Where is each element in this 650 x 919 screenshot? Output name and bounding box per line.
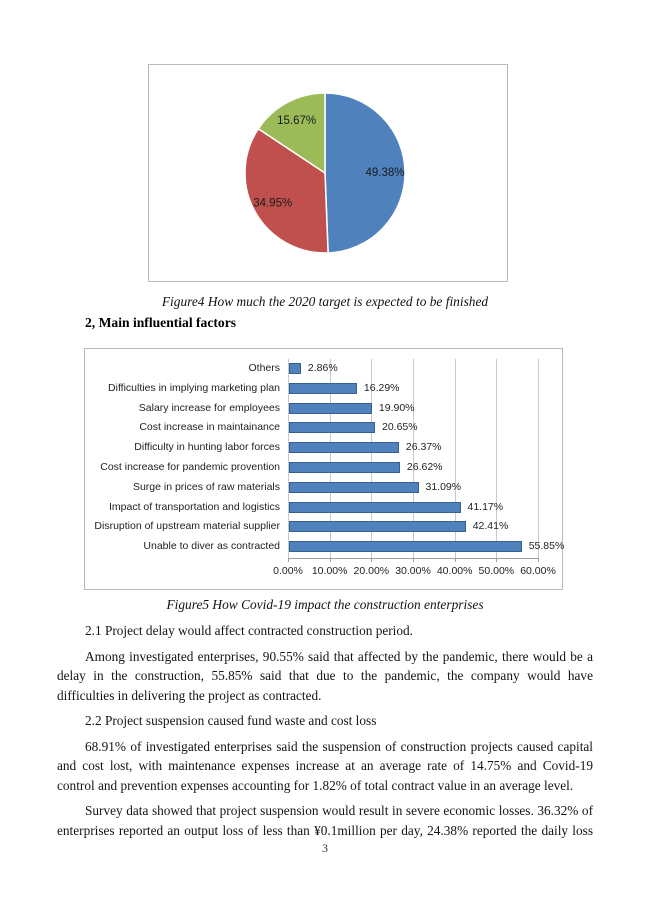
figure4-caption: Figure4 How much the 2020 target is expected to be finished: [161, 294, 489, 309]
bar-value-label-5: 26.37%: [405, 441, 442, 454]
x-axis-tick-label-0: 0.00%: [273, 565, 303, 577]
bar-1: [289, 363, 301, 374]
bar-8: [289, 502, 461, 513]
bar-category-label-3: Salary increase for employees: [138, 401, 280, 414]
bar-category-label-1: Others: [248, 362, 280, 374]
bar-value-label-2: 16.29%: [363, 381, 400, 394]
page-number: 3: [322, 841, 328, 855]
bar-category-label-6: Cost increase for pandemic provention: [100, 461, 280, 473]
x-axis-tick-label-1: 10.00%: [311, 565, 348, 577]
bar-value-label-9: 42.41%: [472, 520, 509, 533]
bar-category-label-9: Disruption of upstream material supplier: [94, 520, 280, 533]
paragraph-2-2-heading: 2.2 Project suspension caused fund waste and cost loss: [85, 713, 377, 728]
bar-value-label-3: 19.90%: [378, 401, 415, 414]
bar-3: [289, 403, 372, 414]
gridline-6: [538, 359, 539, 558]
paragraph-survey-losses: Survey data showed that project suspension would result in severe economic losses. 36.32% of enterprises reported an output loss of less than ¥0.1million per day, 24.38% reported the daily loss: [57, 803, 593, 838]
section-heading: 2, Main influential factors: [85, 315, 237, 330]
bar-category-label-10: Unable to diver as contracted: [143, 540, 280, 553]
x-axis-tick-label-6: 60.00%: [520, 565, 556, 577]
bar-value-label-8: 41.17%: [467, 500, 504, 513]
bar-value-label-6: 26.62%: [406, 461, 443, 473]
pie-data-label-3: 15.67%: [277, 115, 317, 128]
paragraph-suspension-cost: 68.91% of investigated enterprises said the suspension of construction projects caused capital and cost lost, with maintenance expenses increase at an average rate of 14.75% and Covid-19 control and prevention expenses accounting for 1.82% of total contract value in an average level.: [57, 738, 593, 793]
bar-category-label-4: Cost increase in maintainance: [139, 421, 280, 434]
x-axis-line: [288, 558, 539, 559]
figure4-pie-chart: [148, 64, 508, 282]
figure5-bar-chart: [84, 348, 563, 590]
bar-category-label-8: Impact of transportation and logistics: [108, 500, 280, 513]
x-axis-tick-label-5: 50.00%: [478, 565, 515, 577]
bar-7: [289, 482, 419, 493]
bar-value-label-1: 2.86%: [307, 362, 338, 374]
bar-10: [289, 541, 522, 552]
bar-category-label-2: Difficulties in implying marketing plan: [108, 381, 280, 394]
paragraph-2-1-heading: 2.1 Project delay would affect contracted construction period.: [85, 623, 414, 638]
bar-category-label-5: Difficulty in hunting labor forces: [134, 441, 280, 454]
x-axis-tick-label-2: 20.00%: [353, 565, 390, 577]
paragraph-project-delay: Among investigated enterprises, 90.55% said that affected by the pandemic, there would be a delay in the construction, 55.85% said that due to the pandemic, the company would have difficulties in delivering the project as contracted.: [57, 648, 593, 703]
bar-9: [289, 521, 466, 532]
bar-category-label-7: Surge in prices of raw materials: [132, 480, 280, 493]
figure5-caption: Figure5 How Covid-19 impact the construction enterprises: [166, 597, 484, 612]
x-axis-tick-label-4: 40.00%: [436, 565, 473, 577]
bar-2: [289, 383, 357, 394]
pie-data-label-2: 34.95%: [253, 197, 293, 210]
bar-6: [289, 462, 400, 473]
bar-5: [289, 442, 399, 453]
bar-value-label-4: 20.65%: [382, 421, 418, 434]
bar-value-label-10: 55.85%: [528, 540, 565, 553]
pie-data-label-1: 49.38%: [365, 166, 405, 179]
body-text: [57, 621, 593, 846]
bar-4: [289, 422, 375, 433]
pie-chart-canvas: [149, 65, 507, 281]
x-axis-tick-label-3: 30.00%: [395, 565, 431, 577]
bar-value-label-7: 31.09%: [425, 480, 462, 493]
